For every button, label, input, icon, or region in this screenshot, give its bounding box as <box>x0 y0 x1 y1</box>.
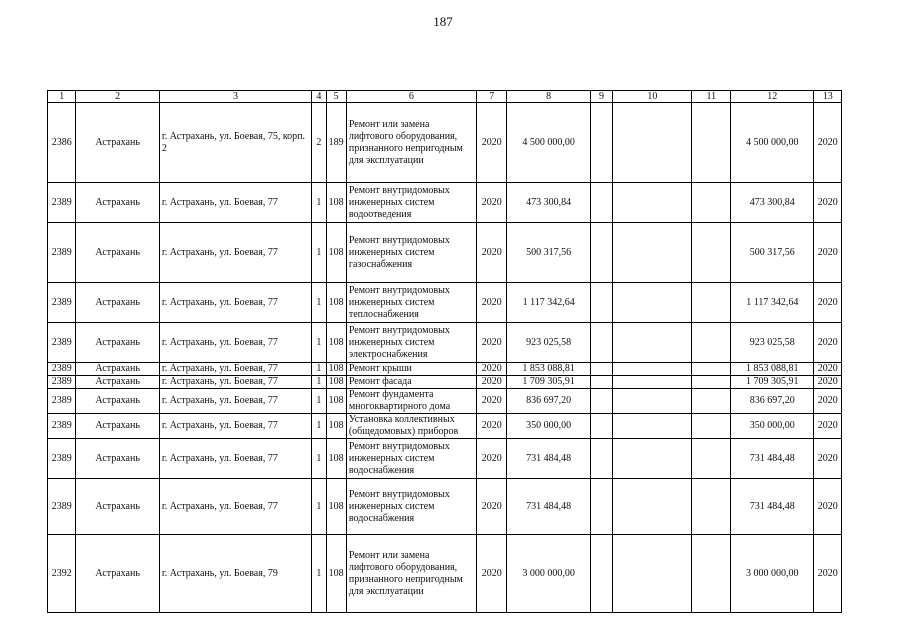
cell-c13: 2020 <box>814 103 842 183</box>
cell-c5: 108 <box>326 479 346 535</box>
cell-city: Астрахань <box>76 103 159 183</box>
cell-c12: 731 484,48 <box>731 439 814 479</box>
cell-c5: 108 <box>326 439 346 479</box>
cell-amount: 731 484,48 <box>507 439 590 479</box>
table-row <box>48 283 842 323</box>
table-row <box>48 535 842 613</box>
cell-c10 <box>613 363 692 376</box>
cell-c4: 1 <box>312 389 326 414</box>
page-number: 187 <box>433 14 453 29</box>
cell-c13: 2020 <box>814 535 842 613</box>
column-header: 10 <box>613 91 692 103</box>
cell-c13: 2020 <box>814 223 842 283</box>
cell-year: 2020 <box>476 376 506 389</box>
cell-c13: 2020 <box>814 283 842 323</box>
cell-year: 2020 <box>476 363 506 376</box>
cell-year: 2020 <box>476 414 506 439</box>
cell-year: 2020 <box>476 283 506 323</box>
cell-address: г. Астрахань, ул. Боевая, 77 <box>159 376 311 389</box>
cell-c11 <box>692 414 731 439</box>
cell-city: Астрахань <box>76 439 159 479</box>
table-row <box>48 376 842 389</box>
cell-c12: 1 117 342,64 <box>731 283 814 323</box>
cell-work: Ремонт крыши <box>346 363 476 376</box>
cell-id: 2389 <box>48 439 76 479</box>
cell-work: Ремонт внутридомовых инженерных систем электроснабжения <box>346 323 476 363</box>
column-header: 11 <box>692 91 731 103</box>
cell-c9 <box>590 479 612 535</box>
cell-id: 2389 <box>48 389 76 414</box>
cell-c10 <box>613 414 692 439</box>
cell-c9 <box>590 376 612 389</box>
header-row <box>48 91 842 103</box>
cell-year: 2020 <box>476 103 506 183</box>
cell-c11 <box>692 376 731 389</box>
cell-c13: 2020 <box>814 376 842 389</box>
cell-address: г. Астрахань, ул. Боевая, 77 <box>159 323 311 363</box>
cell-c9 <box>590 363 612 376</box>
column-header: 13 <box>814 91 842 103</box>
cell-c12: 731 484,48 <box>731 479 814 535</box>
cell-c4: 1 <box>312 183 326 223</box>
cell-c13: 2020 <box>814 183 842 223</box>
cell-address: г. Астрахань, ул. Боевая, 77 <box>159 439 311 479</box>
column-header: 9 <box>590 91 612 103</box>
table-row <box>48 479 842 535</box>
cell-id: 2392 <box>48 535 76 613</box>
cell-c4: 1 <box>312 414 326 439</box>
cell-address: г. Астрахань, ул. Боевая, 77 <box>159 283 311 323</box>
cell-c5: 108 <box>326 283 346 323</box>
cell-id: 2386 <box>48 103 76 183</box>
cell-c9 <box>590 439 612 479</box>
cell-c12: 1 853 088,81 <box>731 363 814 376</box>
cell-amount: 731 484,48 <box>507 479 590 535</box>
cell-c10 <box>613 223 692 283</box>
cell-c5: 108 <box>326 223 346 283</box>
column-header: 6 <box>346 91 476 103</box>
cell-address: г. Астрахань, ул. Боевая, 79 <box>159 535 311 613</box>
cell-c12: 350 000,00 <box>731 414 814 439</box>
cell-c11 <box>692 323 731 363</box>
table-row <box>48 414 842 439</box>
cell-work: Ремонт фасада <box>346 376 476 389</box>
cell-amount: 4 500 000,00 <box>507 103 590 183</box>
cell-c13: 2020 <box>814 479 842 535</box>
cell-c11 <box>692 535 731 613</box>
cell-c4: 1 <box>312 439 326 479</box>
cell-amount: 3 000 000,00 <box>507 535 590 613</box>
cell-c9 <box>590 103 612 183</box>
cell-id: 2389 <box>48 376 76 389</box>
table-row <box>48 183 842 223</box>
table-row <box>48 363 842 376</box>
cell-city: Астрахань <box>76 376 159 389</box>
column-header: 5 <box>326 91 346 103</box>
cell-year: 2020 <box>476 439 506 479</box>
cell-c13: 2020 <box>814 323 842 363</box>
cell-city: Астрахань <box>76 363 159 376</box>
cell-amount: 923 025,58 <box>507 323 590 363</box>
cell-address: г. Астрахань, ул. Боевая, 77 <box>159 183 311 223</box>
cell-address: г. Астрахань, ул. Боевая, 77 <box>159 389 311 414</box>
cell-address: г. Астрахань, ул. Боевая, 77 <box>159 223 311 283</box>
cell-c4: 1 <box>312 363 326 376</box>
capital-repair-table <box>47 90 842 613</box>
cell-city: Астрахань <box>76 535 159 613</box>
cell-work: Ремонт внутридомовых инженерных систем газоснабжения <box>346 223 476 283</box>
cell-c4: 1 <box>312 535 326 613</box>
column-header: 1 <box>48 91 76 103</box>
cell-c4: 1 <box>312 223 326 283</box>
cell-address: г. Астрахань, ул. Боевая, 77 <box>159 414 311 439</box>
table-row <box>48 103 842 183</box>
cell-id: 2389 <box>48 323 76 363</box>
cell-work: Ремонт внутридомовых инженерных систем водоотведения <box>346 183 476 223</box>
cell-c12: 923 025,58 <box>731 323 814 363</box>
cell-c12: 1 709 305,91 <box>731 376 814 389</box>
cell-c5: 108 <box>326 183 346 223</box>
cell-c13: 2020 <box>814 389 842 414</box>
cell-work: Ремонт внутридомовых инженерных систем теплоснабжения <box>346 283 476 323</box>
cell-year: 2020 <box>476 223 506 283</box>
cell-year: 2020 <box>476 535 506 613</box>
cell-c13: 2020 <box>814 414 842 439</box>
cell-c12: 500 317,56 <box>731 223 814 283</box>
cell-city: Астрахань <box>76 283 159 323</box>
table-row <box>48 439 842 479</box>
cell-city: Астрахань <box>76 389 159 414</box>
cell-city: Астрахань <box>76 223 159 283</box>
cell-amount: 1 709 305,91 <box>507 376 590 389</box>
cell-c5: 189 <box>326 103 346 183</box>
cell-c10 <box>613 323 692 363</box>
cell-c11 <box>692 103 731 183</box>
column-header: 2 <box>76 91 159 103</box>
cell-c11 <box>692 363 731 376</box>
cell-c9 <box>590 414 612 439</box>
cell-amount: 836 697,20 <box>507 389 590 414</box>
cell-c11 <box>692 439 731 479</box>
cell-amount: 500 317,56 <box>507 223 590 283</box>
cell-year: 2020 <box>476 389 506 414</box>
column-header: 12 <box>731 91 814 103</box>
cell-c13: 2020 <box>814 439 842 479</box>
column-header: 7 <box>476 91 506 103</box>
cell-id: 2389 <box>48 183 76 223</box>
cell-c9 <box>590 535 612 613</box>
cell-address: г. Астрахань, ул. Боевая, 77 <box>159 363 311 376</box>
cell-c4: 1 <box>312 376 326 389</box>
cell-c12: 473 300,84 <box>731 183 814 223</box>
cell-c4: 1 <box>312 283 326 323</box>
cell-c11 <box>692 183 731 223</box>
cell-c12: 836 697,20 <box>731 389 814 414</box>
cell-city: Астрахань <box>76 183 159 223</box>
table-row <box>48 223 842 283</box>
cell-c11 <box>692 389 731 414</box>
cell-year: 2020 <box>476 323 506 363</box>
cell-c9 <box>590 323 612 363</box>
cell-c4: 1 <box>312 479 326 535</box>
cell-c9 <box>590 183 612 223</box>
cell-id: 2389 <box>48 363 76 376</box>
cell-c10 <box>613 376 692 389</box>
cell-c10 <box>613 535 692 613</box>
cell-work: Ремонт внутридомовых инженерных систем водоснабжения <box>346 439 476 479</box>
cell-c12: 4 500 000,00 <box>731 103 814 183</box>
cell-c5: 108 <box>326 323 346 363</box>
cell-c10 <box>613 183 692 223</box>
cell-work: Ремонт внутридомовых инженерных систем водоснабжения <box>346 479 476 535</box>
cell-id: 2389 <box>48 283 76 323</box>
cell-c4: 1 <box>312 323 326 363</box>
column-header: 3 <box>159 91 311 103</box>
cell-c5: 108 <box>326 389 346 414</box>
cell-c9 <box>590 389 612 414</box>
cell-year: 2020 <box>476 183 506 223</box>
cell-c5: 108 <box>326 535 346 613</box>
cell-city: Астрахань <box>76 479 159 535</box>
cell-work: Ремонт или замена лифтового оборудования, признанного непригодным для эксплуатации <box>346 103 476 183</box>
cell-address: г. Астрахань, ул. Боевая, 75, корп. 2 <box>159 103 311 183</box>
cell-work: Ремонт фундамента многоквартирного дома <box>346 389 476 414</box>
cell-c11 <box>692 223 731 283</box>
cell-c9 <box>590 223 612 283</box>
cell-work: Ремонт или замена лифтового оборудования, признанного непригодным для эксплуатации <box>346 535 476 613</box>
cell-id: 2389 <box>48 414 76 439</box>
cell-c11 <box>692 283 731 323</box>
cell-work: Установка коллективных (общедомовых) приборов <box>346 414 476 439</box>
cell-c9 <box>590 283 612 323</box>
cell-c11 <box>692 479 731 535</box>
cell-city: Астрахань <box>76 323 159 363</box>
table-row <box>48 389 842 414</box>
cell-c10 <box>613 283 692 323</box>
cell-c10 <box>613 439 692 479</box>
cell-amount: 350 000,00 <box>507 414 590 439</box>
cell-c13: 2020 <box>814 363 842 376</box>
table-row <box>48 323 842 363</box>
cell-c5: 108 <box>326 363 346 376</box>
cell-city: Астрахань <box>76 414 159 439</box>
cell-c5: 108 <box>326 414 346 439</box>
column-header: 8 <box>507 91 590 103</box>
cell-address: г. Астрахань, ул. Боевая, 77 <box>159 479 311 535</box>
cell-c10 <box>613 479 692 535</box>
cell-c10 <box>613 103 692 183</box>
cell-c5: 108 <box>326 376 346 389</box>
cell-amount: 1 117 342,64 <box>507 283 590 323</box>
cell-year: 2020 <box>476 479 506 535</box>
cell-id: 2389 <box>48 223 76 283</box>
cell-c4: 2 <box>312 103 326 183</box>
cell-id: 2389 <box>48 479 76 535</box>
cell-c10 <box>613 389 692 414</box>
column-header: 4 <box>312 91 326 103</box>
cell-amount: 473 300,84 <box>507 183 590 223</box>
cell-c12: 3 000 000,00 <box>731 535 814 613</box>
cell-amount: 1 853 088,81 <box>507 363 590 376</box>
